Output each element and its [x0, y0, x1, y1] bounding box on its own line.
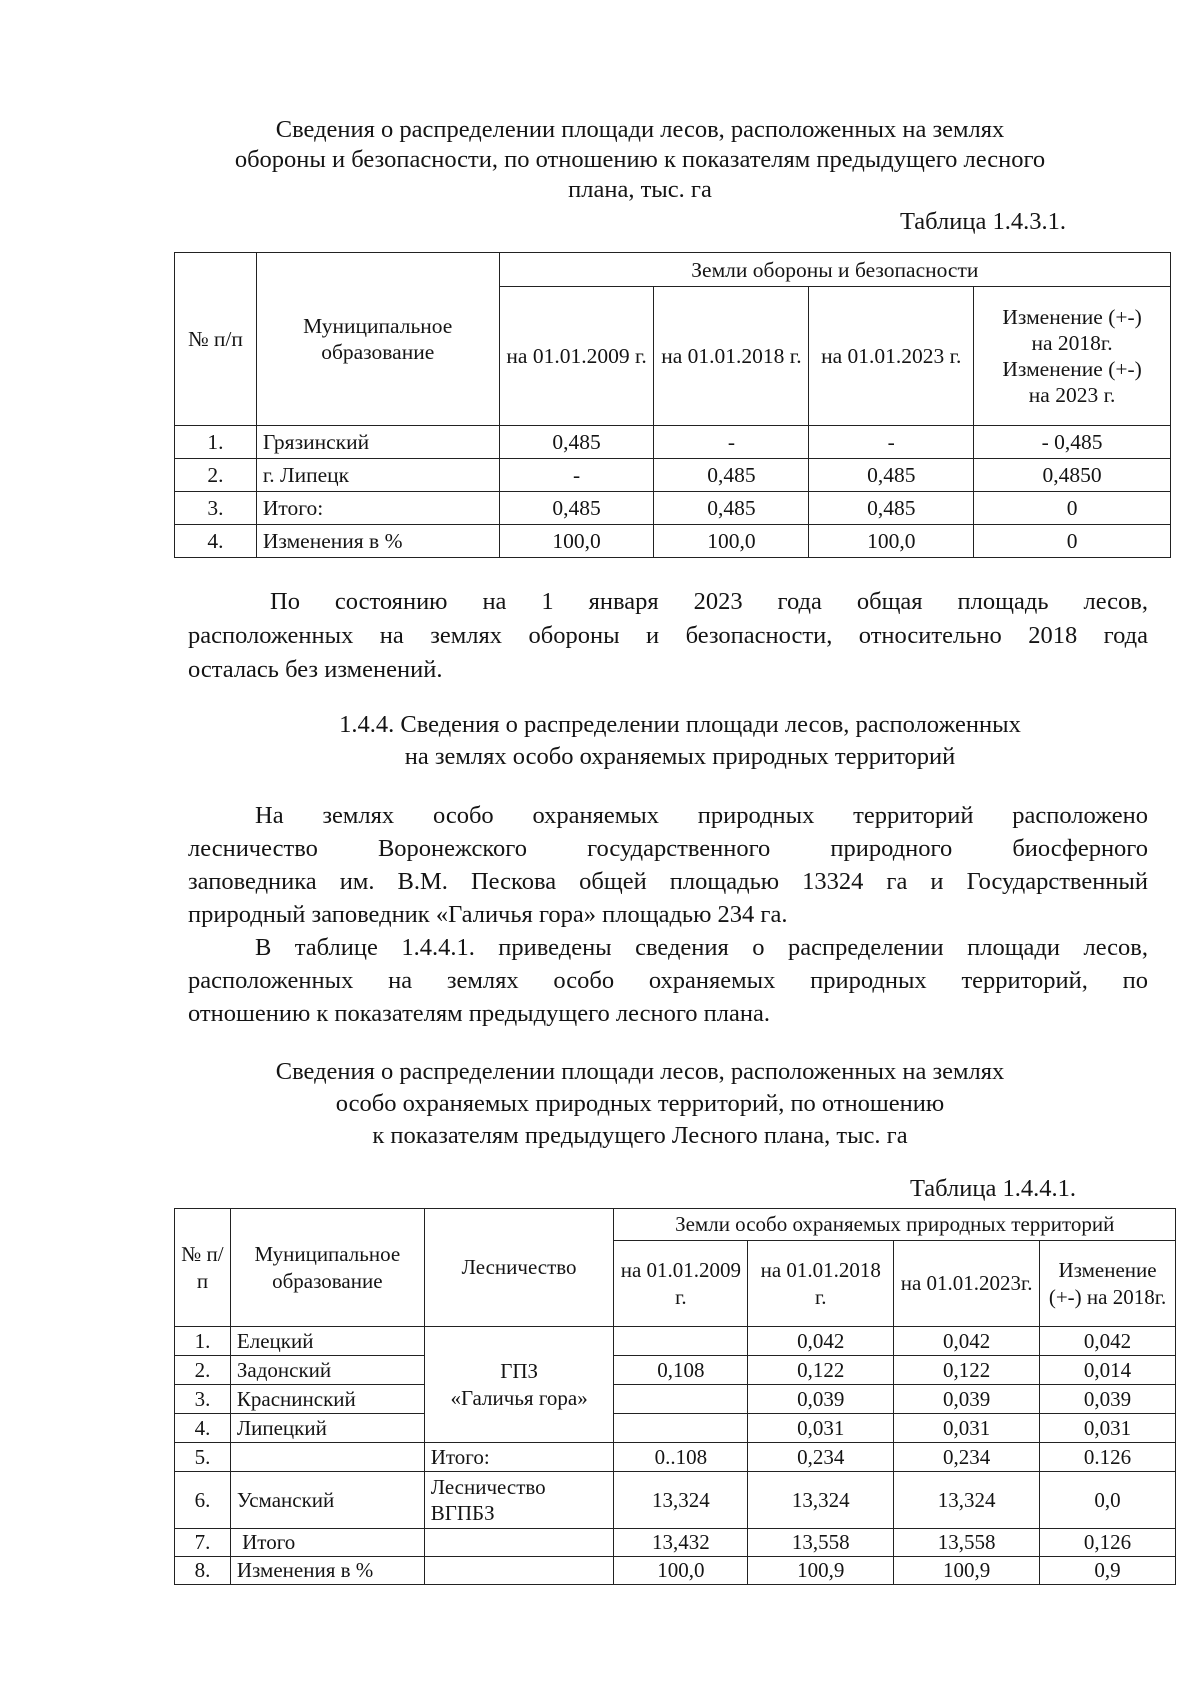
table2-row: [175, 1385, 1176, 1414]
table2-row: [175, 1557, 1176, 1585]
table1-cell: 2.: [175, 459, 257, 492]
table2-cell: [230, 1443, 424, 1472]
table2-cell: 6.: [175, 1472, 231, 1529]
table2-title-line1: Сведения о распределении площади лесов, расположенных на землях: [275, 1058, 1005, 1085]
table2-cell: 0,9: [1040, 1557, 1176, 1585]
table2-cell: 13,324: [614, 1472, 748, 1529]
table2-header-row: [175, 1209, 1176, 1241]
table2-cell: 13,558: [748, 1529, 894, 1557]
table1-header-change-l3: Изменение (+-): [1002, 357, 1142, 381]
table2-cell: [614, 1385, 748, 1414]
table2-cell: 0..108: [614, 1443, 748, 1472]
table2-cell: Липецкий: [230, 1414, 424, 1443]
table1-header-row: [175, 253, 1171, 287]
table2-cell: [424, 1557, 614, 1585]
para1-line3: осталась без изменений.: [188, 656, 443, 683]
table1-cell: 0,485: [499, 426, 654, 459]
table2-cell: 13,558: [894, 1529, 1040, 1557]
table2-cell: Задонский: [230, 1356, 424, 1385]
table1-cell: 0: [974, 492, 1171, 525]
table1-header-2018: на 01.01.2018 г.: [654, 287, 809, 426]
table1-cell: 0,485: [654, 492, 809, 525]
table2-cell: 13,324: [894, 1472, 1040, 1529]
table2-cell: 2.: [175, 1356, 231, 1385]
table2-cell: 100,9: [894, 1557, 1040, 1585]
table1-cell: г. Липецк: [256, 459, 499, 492]
table1-cell: 100,0: [499, 525, 654, 558]
table2-cell: 13,432: [614, 1529, 748, 1557]
table2-cell: 0,031: [1040, 1414, 1176, 1443]
table1-cell: 0,485: [499, 492, 654, 525]
table2-cell: 3.: [175, 1385, 231, 1414]
table2-cell: 0,122: [894, 1356, 1040, 1385]
table1-cell: - 0,485: [974, 426, 1171, 459]
table2-header-les: Лесничество: [424, 1209, 614, 1327]
table2-cell: 0,234: [894, 1443, 1040, 1472]
table2-gpz-line2: «Галичья гора»: [450, 1385, 588, 1410]
table1-row: [175, 525, 1171, 558]
table2-cell: 0,042: [1040, 1327, 1176, 1356]
para2-line1: На землях особо охраняемых природных территорий расположено: [255, 802, 1148, 829]
table1-header-num: № п/п: [175, 253, 257, 426]
table2-cell: 0,042: [894, 1327, 1040, 1356]
table1-header-mo: Муниципальное образование: [256, 253, 499, 426]
table1-row: [175, 492, 1171, 525]
table1-header-change: [974, 287, 1171, 426]
table2-cell: 0,039: [748, 1385, 894, 1414]
table2-header-change: Изменение (+-) на 2018г.: [1040, 1241, 1176, 1327]
section-heading-line1: 1.4.4. Сведения о распределении площади лесов, расположенных: [339, 711, 1021, 738]
table1-caption: Таблица 1.4.3.1.: [899, 208, 1066, 235]
table1-cell: Грязинский: [256, 426, 499, 459]
table1-cell: 0: [974, 525, 1171, 558]
table1-header-change-l2: на 2018г.: [1031, 331, 1113, 355]
table2-cell: 0,031: [748, 1414, 894, 1443]
table1-cell: -: [654, 426, 809, 459]
table2-header-2009: на 01.01.2009 г.: [614, 1241, 748, 1327]
table1-cell: 0,485: [809, 459, 974, 492]
table2-cell: Итого:: [424, 1443, 614, 1472]
table1-title-line3: плана, тыс. га: [568, 176, 712, 203]
table2-cell: Краснинский: [230, 1385, 424, 1414]
table1-header-change-l4: на 2023 г.: [1028, 383, 1116, 407]
table2-gpz-line1: ГПЗ: [500, 1358, 539, 1383]
table1-cell: 100,0: [809, 525, 974, 558]
table2-cell: [614, 1414, 748, 1443]
table2-cell: 0,0: [1040, 1472, 1176, 1529]
table1-row: [175, 459, 1171, 492]
table2-row: [175, 1472, 1176, 1529]
table2-cell: Усманский: [230, 1472, 424, 1529]
table1-header-group: Земли обороны и безопасности: [499, 253, 1170, 287]
table2-cell: Елецкий: [230, 1327, 424, 1356]
table2-cell: 0,031: [894, 1414, 1040, 1443]
table1-cell: Итого:: [256, 492, 499, 525]
table2-row: [175, 1356, 1176, 1385]
table2-cell: 0,108: [614, 1356, 748, 1385]
table2-cell: 13,324: [748, 1472, 894, 1529]
table2-cell: 100,9: [748, 1557, 894, 1585]
table2-cell: 8.: [175, 1557, 231, 1585]
table2-header-2018: на 01.01.2018 г.: [748, 1241, 894, 1327]
table1-cell: -: [809, 426, 974, 459]
table2-cell: 0,126: [1040, 1529, 1176, 1557]
table2-row: [175, 1327, 1176, 1356]
para2-line4: природный заповедник «Галичья гора» площадью 234 га.: [188, 901, 788, 928]
table1-header-2009: на 01.01.2009 г.: [499, 287, 654, 426]
table2-header-mo: Муниципальное образование: [230, 1209, 424, 1327]
para1-line1: По состоянию на 1 января 2023 года общая площадь лесов,: [270, 588, 1148, 615]
table1-cell: 100,0: [654, 525, 809, 558]
table1-row: [175, 426, 1171, 459]
table2-cell: 0,234: [748, 1443, 894, 1472]
section-heading-line2: на землях особо охраняемых природных территорий: [404, 743, 956, 770]
table2: [174, 1208, 1176, 1585]
table2-cell: [424, 1529, 614, 1557]
table2-caption: Таблица 1.4.4.1.: [909, 1175, 1076, 1202]
table1-cell: 0,485: [654, 459, 809, 492]
table1-cell: 0,485: [809, 492, 974, 525]
table2-cell: 0,014: [1040, 1356, 1176, 1385]
table1-cell: Изменения в %: [256, 525, 499, 558]
para3-line3: отношению к показателям предыдущего лесного плана.: [188, 1000, 770, 1027]
table2-cell: Лесничество ВГПБЗ: [424, 1472, 614, 1529]
table1-title-line1: Сведения о распределении площади лесов, расположенных на землях: [275, 116, 1005, 143]
table2-cell: 0,039: [1040, 1385, 1176, 1414]
table2-title-line3: к показателям предыдущего Лесного плана, тыс. га: [372, 1122, 908, 1149]
table2-cell: 100,0: [614, 1557, 748, 1585]
table2-cell: 0.126: [1040, 1443, 1176, 1472]
para1-line2: расположенных на землях обороны и безопасности, относительно 2018 года: [188, 622, 1148, 649]
table2-header-group: Земли особо охраняемых природных территорий: [614, 1209, 1176, 1241]
table1-title-line2: обороны и безопасности, по отношению к показателям предыдущего лесного: [234, 146, 1046, 173]
table2-header-2023: на 01.01.2023г.: [894, 1241, 1040, 1327]
table2-title-line2: особо охраняемых природных территорий, по отношению: [335, 1090, 945, 1117]
table2-cell: Изменения в %: [230, 1557, 424, 1585]
table2-row: [175, 1529, 1176, 1557]
table2-cell: 0,039: [894, 1385, 1040, 1414]
table2-cell: [614, 1327, 748, 1356]
table1-header-2023: на 01.01.2023 г.: [809, 287, 974, 426]
table1-cell: 1.: [175, 426, 257, 459]
table2-row: [175, 1443, 1176, 1472]
table2-cell: 1.: [175, 1327, 231, 1356]
para3-line2: расположенных на землях особо охраняемых природных территорий, по: [188, 967, 1148, 994]
table2-cell: 5.: [175, 1443, 231, 1472]
table1-cell: -: [499, 459, 654, 492]
table2-gpz-cell: [424, 1327, 614, 1443]
table2-row: [175, 1414, 1176, 1443]
table2-header-num: № п/п: [175, 1209, 231, 1327]
table2-cell: Итого: [230, 1529, 424, 1557]
table1-header-change-l1: Изменение (+-): [1002, 305, 1142, 329]
table2-cell: 4.: [175, 1414, 231, 1443]
table1-cell: 0,4850: [974, 459, 1171, 492]
para3-line1: В таблице 1.4.4.1. приведены сведения о распределении площади лесов,: [255, 934, 1148, 961]
table1-cell: 4.: [175, 525, 257, 558]
table2-cell: 0,122: [748, 1356, 894, 1385]
table1: [174, 252, 1171, 558]
table2-cell: 0,042: [748, 1327, 894, 1356]
para2-line2: лесничество Воронежского государственного природного биосферного: [188, 835, 1148, 862]
table2-cell: 7.: [175, 1529, 231, 1557]
para2-line3: заповедника им. В.М. Пескова общей площадью 13324 га и Государственный: [188, 868, 1148, 895]
table1-cell: 3.: [175, 492, 257, 525]
